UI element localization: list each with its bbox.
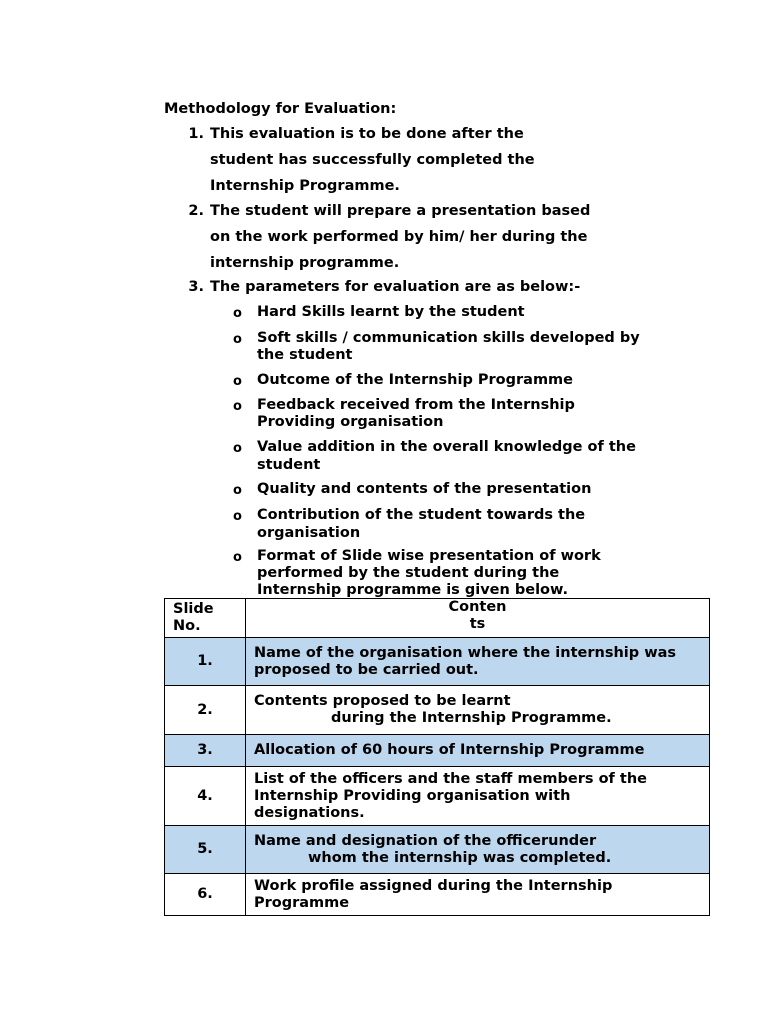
slide-number: 5. — [165, 826, 246, 874]
bullet-icon: o — [233, 306, 242, 321]
contents-line: Name of the organisation where the internship was — [254, 644, 677, 661]
bullet-line: Internship programme is given below. — [257, 582, 568, 598]
slide-contents — [246, 767, 710, 826]
slide-contents — [246, 735, 710, 767]
bullet-icon: o — [233, 374, 242, 389]
bullet-line: Quality and contents of the presentation — [257, 481, 592, 497]
slide-contents — [246, 826, 710, 874]
slide-number: 4. — [165, 767, 246, 826]
contents-line: during the Internship Programme. — [331, 710, 612, 726]
header-slide-no — [165, 599, 246, 638]
bullet-line: student — [257, 457, 321, 473]
slide-number: 3. — [165, 735, 246, 767]
slide-number: 6. — [165, 874, 246, 916]
bullet-icon: o — [233, 399, 242, 414]
slide-contents — [246, 874, 710, 916]
bullet-icon: o — [233, 509, 242, 524]
table-row — [165, 767, 710, 826]
bullet-line: Hard Skills learnt by the student — [257, 304, 525, 320]
bullet-line: organisation — [257, 525, 361, 541]
contents-line: designations. — [254, 804, 365, 821]
item-number: 3. — [188, 279, 204, 295]
item-number: 2. — [188, 203, 204, 219]
bullet-line: Format of Slide wise presentation of work — [257, 548, 601, 564]
slide-number: 2. — [165, 686, 246, 735]
header-text: Slide — [173, 601, 214, 617]
item-line: The student will prepare a presentation based — [210, 203, 591, 219]
bullet-line: Soft skills / communication skills developed by — [257, 330, 640, 346]
item-line: This evaluation is to be done after the — [210, 126, 524, 142]
slide-number: 1. — [165, 638, 246, 686]
contents-line: Work profile assigned during the Internship — [254, 877, 613, 894]
bullet-icon: o — [233, 441, 242, 456]
table-row — [165, 638, 710, 686]
bullet-icon: o — [233, 332, 242, 347]
bullet-icon: o — [233, 483, 242, 498]
contents-line: Programme — [254, 894, 350, 911]
contents-line: List of the officers and the staff members of the — [254, 770, 647, 787]
header-text: No. — [173, 618, 201, 634]
contents-line: Allocation of 60 hours of Internship Programme — [254, 742, 645, 758]
header-contents — [246, 599, 710, 638]
bullet-icon: o — [233, 550, 242, 565]
bullet-line: Outcome of the Internship Programme — [257, 372, 573, 388]
bullet-line: Feedback received from the Internship — [257, 397, 575, 413]
slide-contents — [246, 638, 710, 686]
contents-line: Contents proposed to be learnt — [254, 693, 511, 709]
bullet-line: Value addition in the overall knowledge of the — [257, 439, 636, 455]
contents-line: proposed to be carried out. — [254, 661, 479, 678]
table-row — [165, 735, 710, 767]
item-line: on the work performed by him/ her during the — [210, 229, 588, 245]
bullet-line: Contribution of the student towards the — [257, 507, 586, 523]
item-line: Internship Programme. — [210, 178, 400, 194]
slide-contents — [246, 686, 710, 735]
header-text: ts — [469, 616, 486, 632]
item-line: internship programme. — [210, 255, 400, 271]
table-row — [165, 874, 710, 916]
contents-line: Internship Providing organisation with — [254, 787, 571, 804]
item-line: The parameters for evaluation are as below:- — [210, 279, 581, 295]
item-line: student has successfully completed the — [210, 152, 535, 168]
table-header-row — [165, 599, 710, 638]
bullet-line: the student — [257, 347, 353, 363]
item-number: 1. — [188, 126, 204, 142]
header-text: Conten — [448, 599, 507, 615]
bullet-line: Providing organisation — [257, 414, 444, 430]
slides-table — [164, 598, 710, 916]
section-heading: Methodology for Evaluation: — [164, 101, 397, 117]
contents-line: Name and designation of the officerunder — [254, 832, 597, 849]
table-row — [165, 686, 710, 735]
table-row — [165, 826, 710, 874]
contents-line: whom the internship was completed. — [308, 849, 612, 866]
bullet-line: performed by the student during the — [257, 565, 560, 581]
